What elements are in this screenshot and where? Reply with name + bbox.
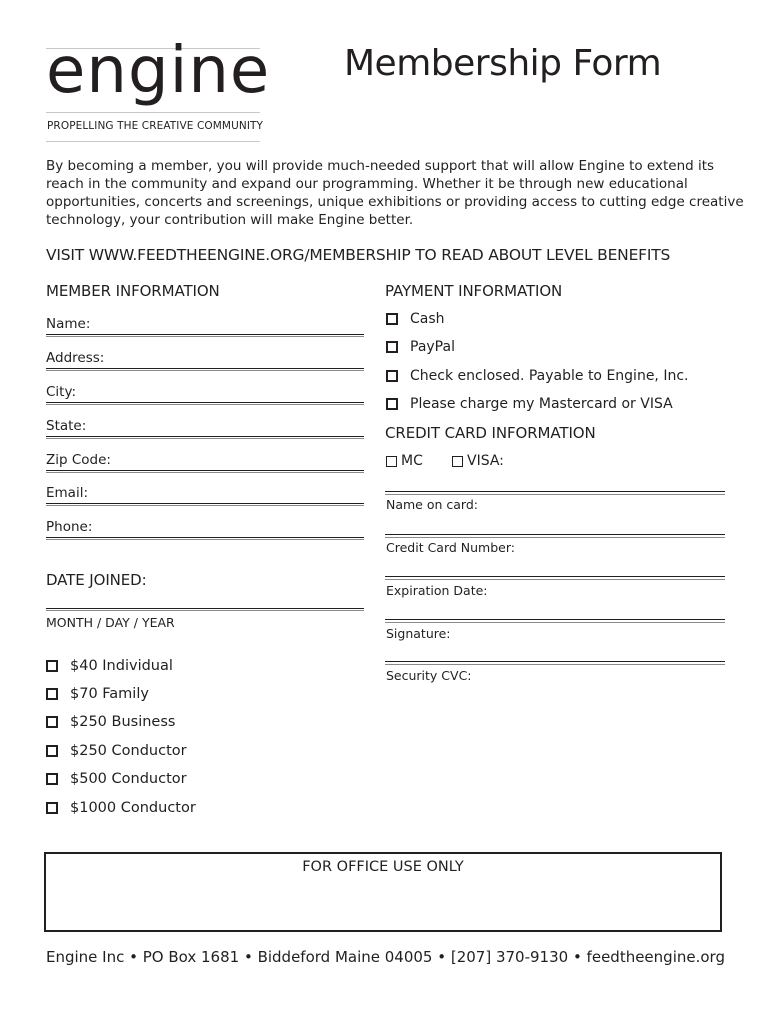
checkbox-icon[interactable] xyxy=(46,688,58,700)
level-option[interactable] xyxy=(46,743,187,759)
office-use-label: FOR OFFICE USE ONLY xyxy=(302,859,464,875)
expiration-line[interactable] xyxy=(385,576,725,577)
name-field[interactable] xyxy=(46,314,364,335)
zip-code-field[interactable] xyxy=(46,450,364,471)
checkbox-icon[interactable] xyxy=(46,660,58,672)
city-label: City: xyxy=(46,384,77,400)
security-cvc-label: Security CVC: xyxy=(386,668,472,683)
checkbox-icon[interactable] xyxy=(46,716,58,728)
payment-option-label: Check enclosed. Payable to Engine, Inc. xyxy=(410,368,689,384)
card-type-label: VISA: xyxy=(467,453,504,469)
logo-mid-rule xyxy=(46,112,260,113)
payment-option-card[interactable] xyxy=(386,396,673,412)
payment-option-check[interactable] xyxy=(386,368,688,384)
intro-paragraph: By becoming a member, you will provide much-needed support that will allow Engine to extend its reach in the community and expand our programming. Whether it be through new educational opportunities, concerts and screenings, unique exhibitions or providing access to cutting edge creative technology, your contribution will make Engine better. xyxy=(46,158,744,228)
level-label: $250 Business xyxy=(70,714,176,730)
payment-option-label: Cash xyxy=(410,311,445,327)
name-on-card-label: Name on card: xyxy=(386,497,478,512)
address-field[interactable] xyxy=(46,348,364,369)
name-label: Name: xyxy=(46,316,91,332)
signature-line[interactable] xyxy=(385,619,725,620)
payment-info-heading: PAYMENT INFORMATION xyxy=(385,282,563,300)
checkbox-icon[interactable] xyxy=(386,456,397,467)
level-option[interactable] xyxy=(46,800,196,816)
card-number-label: Credit Card Number: xyxy=(386,540,515,555)
name-on-card-line[interactable] xyxy=(385,491,725,492)
level-option[interactable] xyxy=(46,686,149,702)
engine-logo: engine xyxy=(46,34,271,108)
level-label: $500 Conductor xyxy=(70,771,187,787)
phone-field[interactable] xyxy=(46,517,364,538)
credit-card-heading: CREDIT CARD INFORMATION xyxy=(385,424,596,442)
logo-bottom-rule xyxy=(46,141,260,142)
email-label: Email: xyxy=(46,485,89,501)
payment-option-cash[interactable] xyxy=(386,311,445,327)
security-cvc-line[interactable] xyxy=(385,661,725,662)
expiration-date-label: Expiration Date: xyxy=(386,583,488,598)
date-joined-field[interactable] xyxy=(46,588,364,609)
footer-contact: Engine Inc • PO Box 1681 • Biddeford Maine 04005 • [207] 370-9130 • feedtheengine.org xyxy=(46,948,725,966)
checkbox-icon[interactable] xyxy=(386,341,398,353)
level-option[interactable] xyxy=(46,658,173,674)
date-joined-heading: DATE JOINED: xyxy=(46,571,147,589)
phone-label: Phone: xyxy=(46,519,93,535)
checkbox-icon[interactable] xyxy=(46,773,58,785)
checkbox-icon[interactable] xyxy=(386,398,398,410)
city-field[interactable] xyxy=(46,382,364,403)
checkbox-icon[interactable] xyxy=(386,370,398,382)
checkbox-icon[interactable] xyxy=(46,745,58,757)
address-label: Address: xyxy=(46,350,105,366)
payment-option-label: Please charge my Mastercard or VISA xyxy=(410,396,673,412)
level-label: $40 Individual xyxy=(70,658,173,674)
visit-website-line: VISIT WWW.FEEDTHEENGINE.ORG/MEMBERSHIP TO READ ABOUT LEVEL BENEFITS xyxy=(46,246,671,264)
signature-label: Signature: xyxy=(386,626,451,641)
payment-option-paypal[interactable] xyxy=(386,339,455,355)
checkbox-icon[interactable] xyxy=(386,313,398,325)
level-option[interactable] xyxy=(46,714,175,730)
level-label: $1000 Conductor xyxy=(70,800,196,816)
checkbox-icon[interactable] xyxy=(46,802,58,814)
state-field[interactable] xyxy=(46,416,364,437)
card-type-label: MC xyxy=(401,453,423,469)
card-number-line[interactable] xyxy=(385,534,725,535)
date-format-label: MONTH / DAY / YEAR xyxy=(46,615,175,630)
page-title: Membership Form xyxy=(344,43,662,84)
card-type-visa[interactable] xyxy=(452,453,504,469)
logo-tagline: PROPELLING THE CREATIVE COMMUNITY xyxy=(47,120,264,132)
email-field[interactable] xyxy=(46,483,364,504)
card-type-mc[interactable] xyxy=(386,453,423,469)
member-info-heading: MEMBER INFORMATION xyxy=(46,282,220,300)
state-label: State: xyxy=(46,418,87,434)
payment-option-label: PayPal xyxy=(410,339,455,355)
level-label: $70 Family xyxy=(70,686,149,702)
zip-code-label: Zip Code: xyxy=(46,452,111,468)
level-option[interactable] xyxy=(46,771,187,787)
checkbox-icon[interactable] xyxy=(452,456,463,467)
level-label: $250 Conductor xyxy=(70,743,187,759)
office-use-box xyxy=(44,852,722,932)
